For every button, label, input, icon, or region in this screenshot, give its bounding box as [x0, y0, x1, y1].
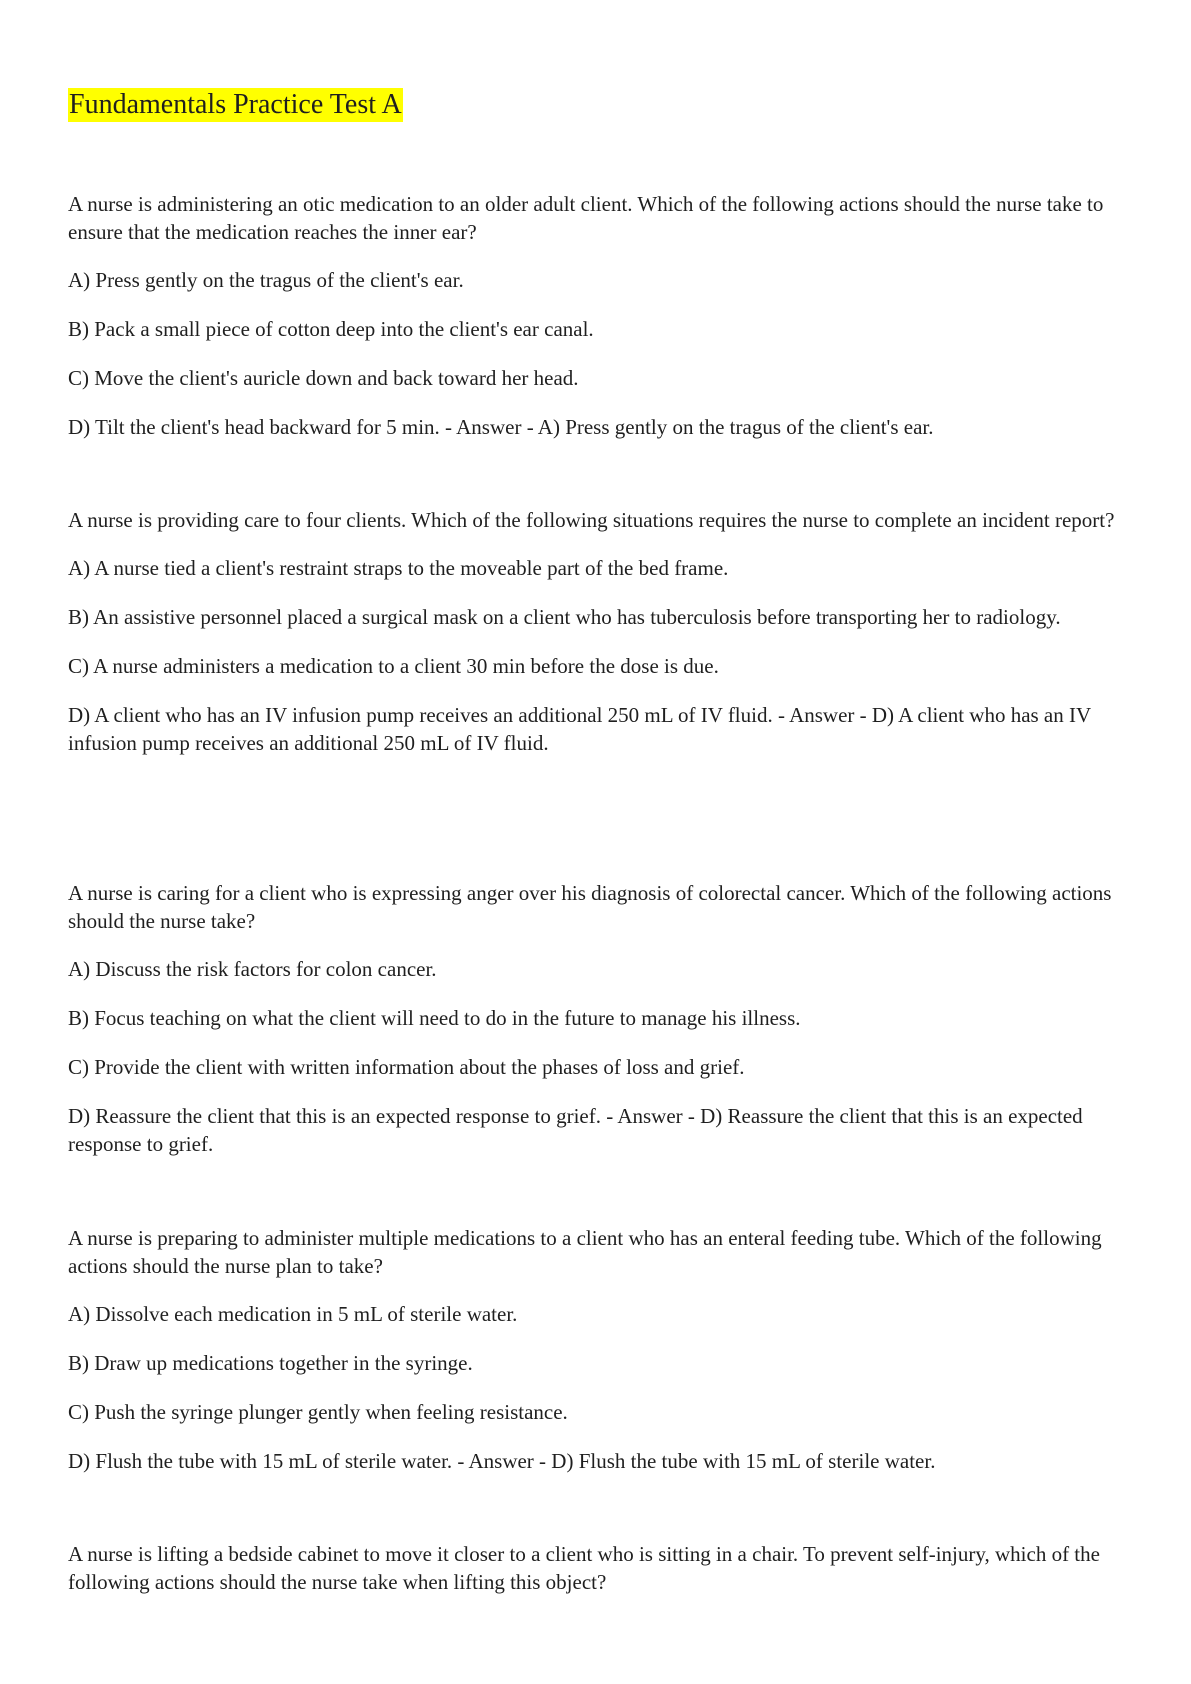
question-stem: A nurse is caring for a client who is expressing anger over his diagnosis of colorectal cancer. Which of the following actions should the nurse take?: [68, 881, 1112, 933]
answer-option-d: D) Flush the tube with 15 mL of sterile water. - Answer - D) Flush the tube with 15 mL of sterile water.: [68, 1449, 936, 1473]
answer-option-b: B) An assistive personnel placed a surgical mask on a client who has tuberculosis before transporting her to radiology.: [68, 605, 1061, 629]
answer-option-d: D) A client who has an IV infusion pump receives an additional 250 mL of IV fluid. - Answer - D) A client who has an IV infusion pump receives an additional 250 mL of IV fluid.: [68, 703, 1091, 755]
answer-option-a: A) A nurse tied a client's restraint straps to the moveable part of the bed frame.: [68, 556, 729, 580]
question-stem: A nurse is providing care to four clients. Which of the following situations requires the nurse to complete an incident report?: [68, 508, 1115, 532]
answer-option-c: C) Push the syringe plunger gently when feeling resistance.: [68, 1400, 568, 1424]
answer-option-b: B) Focus teaching on what the client will need to do in the future to manage his illness.: [68, 1006, 801, 1030]
answer-option-d: D) Tilt the client's head backward for 5 min. - Answer - A) Press gently on the tragus of the client's ear.: [68, 415, 934, 439]
question-block: [68, 1224, 1128, 1475]
answer-option-d: D) Reassure the client that this is an expected response to grief. - Answer - D) Reassure the client that this is an expected response to grief.: [68, 1104, 1083, 1156]
answer-option-c: C) Provide the client with written information about the phases of loss and grief.: [68, 1055, 745, 1079]
document-page: [68, 88, 1128, 1594]
answer-option-a: A) Discuss the risk factors for colon cancer.: [68, 957, 437, 981]
question-stem: A nurse is administering an otic medication to an older adult client. Which of the following actions should the nurse take to ensure that the medication reaches the inner ear?: [68, 192, 1104, 244]
answer-option-a: A) Press gently on the tragus of the client's ear.: [68, 268, 464, 292]
document-title: Fundamentals Practice Test A: [69, 89, 402, 120]
answer-option-b: B) Draw up medications together in the syringe.: [68, 1351, 473, 1375]
question-block: [68, 506, 1128, 757]
answer-option-c: C) Move the client's auricle down and back toward her head.: [68, 366, 579, 390]
question-block: [68, 879, 1128, 1158]
question-block: [68, 190, 1128, 441]
question-block: [68, 1540, 1128, 1616]
answer-option-c: C) A nurse administers a medication to a client 30 min before the dose is due.: [68, 654, 719, 678]
question-stem: A nurse is lifting a bedside cabinet to move it closer to a client who is sitting in a chair. To prevent self-injury, which of the following actions should the nurse take when lifting this object?: [68, 1542, 1100, 1594]
question-stem: A nurse is preparing to administer multiple medications to a client who has an enteral feeding tube. Which of the following actions should the nurse plan to take?: [68, 1226, 1102, 1278]
answer-option-a: A) Dissolve each medication in 5 mL of sterile water.: [68, 1302, 518, 1326]
answer-option-b: B) Pack a small piece of cotton deep into the client's ear canal.: [68, 317, 594, 341]
